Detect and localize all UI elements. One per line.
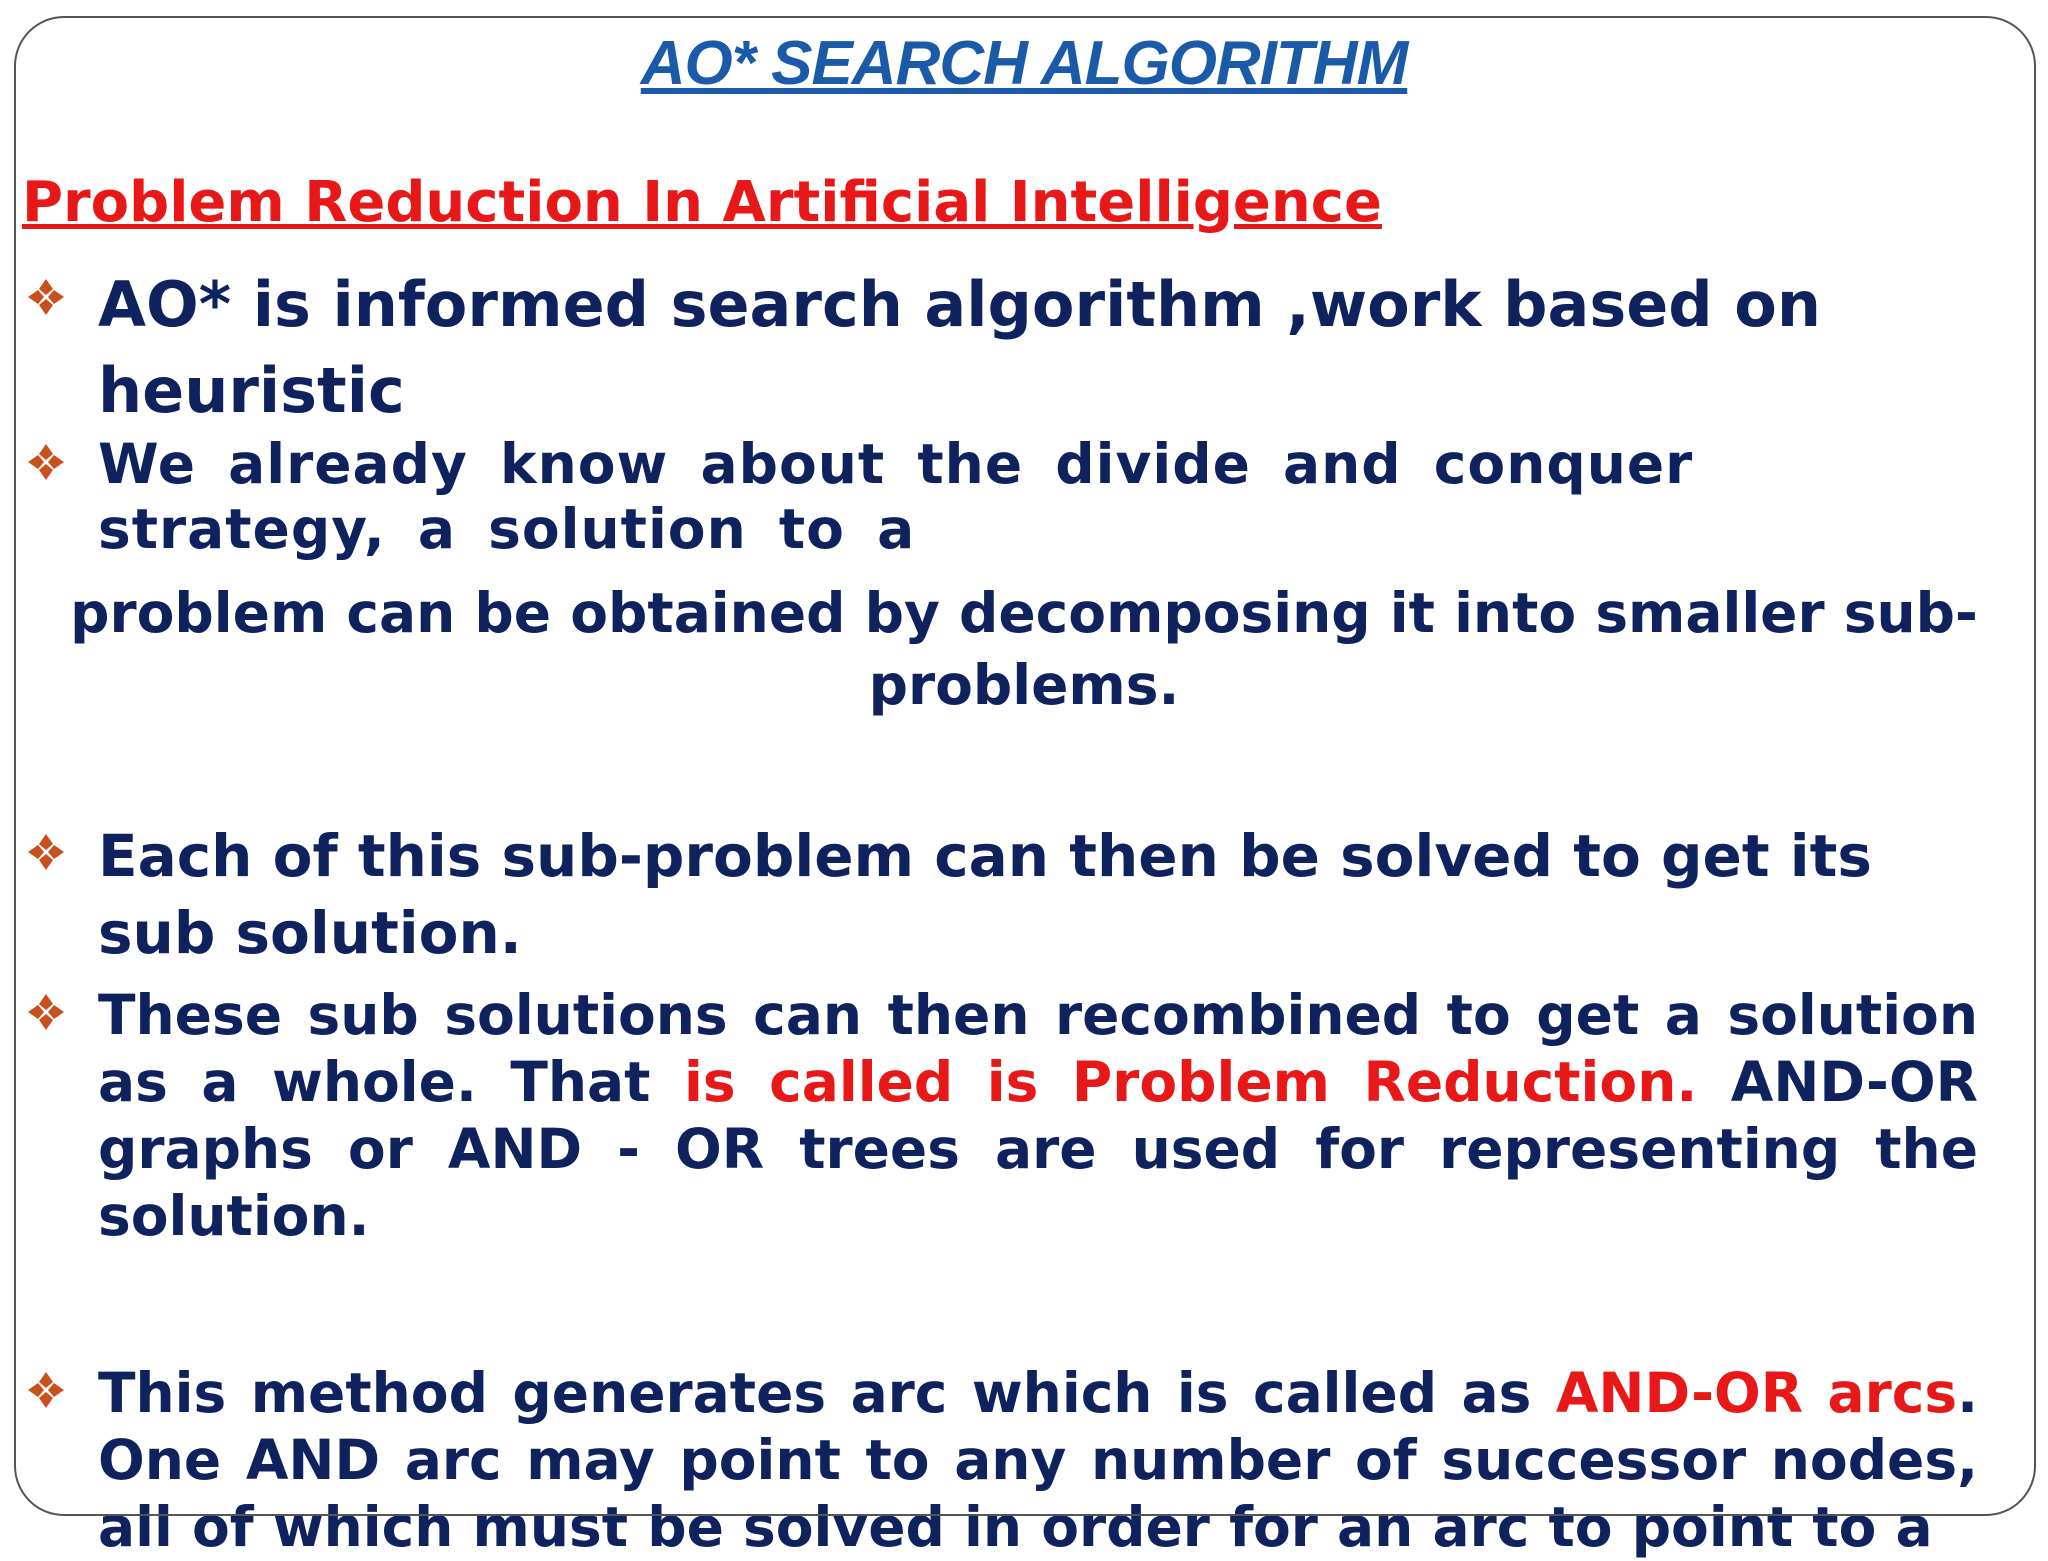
slide-frame: [14, 16, 2036, 1516]
diamond-bullet-icon: [24, 990, 68, 1034]
bullet-text-2: We already know about the divide and conquer strategy, a solution to a: [98, 432, 1694, 561]
slide-title: AO* SEARCH ALGORITHM: [640, 29, 1408, 98]
diamond-bullet-icon: [24, 830, 68, 874]
bullet-text-4: [98, 982, 1978, 1250]
diamond-bullet-icon: [24, 275, 68, 319]
bullet-4-highlight: is called is Problem Reduction.: [684, 1050, 1698, 1115]
bullet-text-1: AO* is informed search algorithm ,work based on heuristic: [98, 268, 1821, 427]
diamond-bullet-icon: [24, 1368, 68, 1412]
bullet-5-highlight: AND-OR arcs: [1555, 1361, 1958, 1425]
bullet-4-text-a: These sub solutions can then recombined to get a solution as a whole. That: [98, 983, 1978, 1115]
diamond-bullet-icon: [24, 440, 68, 484]
bullet-5-text-b: . One AND arc may point to any number of successor nodes, all of which must be solved in order for an arc to point to a: [98, 1361, 1978, 1560]
bullet-4-text-b: AND-OR graphs or AND - OR trees are used for representing the solution.: [98, 1050, 1978, 1249]
bullet-2-continuation: problem can be obtained by decomposing it into smaller sub-problems.: [70, 581, 1978, 717]
section-heading: Problem Reduction In Artificial Intelligence: [22, 170, 1382, 235]
bullet-5-text-a: This method generates arc which is called as: [98, 1361, 1556, 1425]
bullet-text-3: Each of this sub-problem can then be solved to get its sub solution.: [98, 822, 1872, 967]
bullet-text-5: [98, 1360, 1978, 1561]
